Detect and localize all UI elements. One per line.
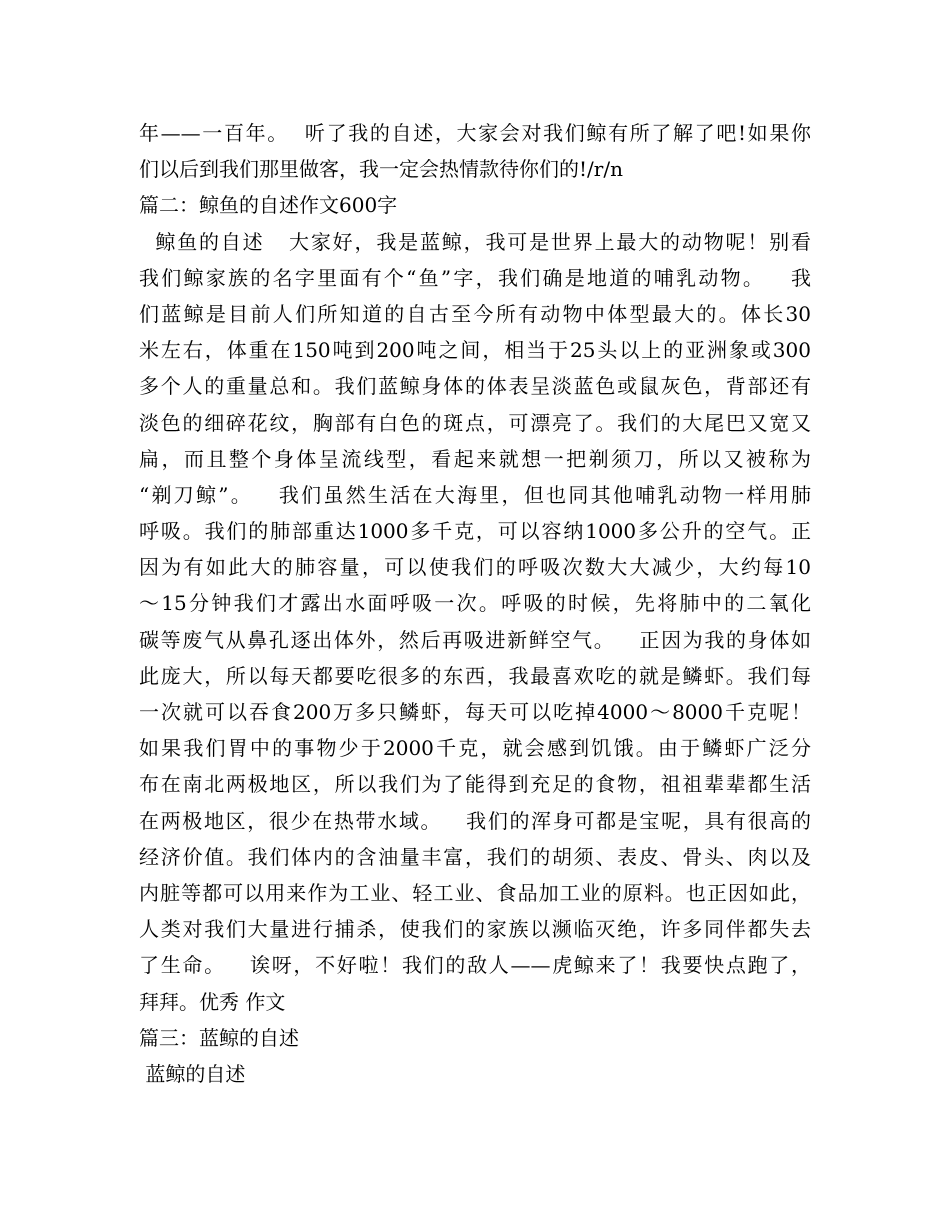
text-line: ～15分钟我们才露出水面呼吸一次。呼吸的时候，先将肺中的二氧化 [139,591,811,616]
text-line: 我们鲸家族的名字里面有个“鱼”字，我们确是地道的哺乳动物。 我 [139,265,811,290]
text-line: 此庞大，所以每天都要吃很多的东西，我最喜欢吃的就是鳞虾。我们每 [139,663,811,688]
text-line: 在两极地区，很少在热带水域。 我们的浑身可都是宝呢，具有很高的 [139,808,811,833]
text-line: 们蓝鲸是目前人们所知道的自古至今所有动物中体型最大的。体长30 [139,301,811,326]
text-line: “剃刀鲸”。 我们虽然生活在大海里，但也同其他哺乳动物一样用肺 [139,482,811,507]
text-line: 蓝鲸的自述 [139,1061,246,1086]
text-line: 内脏等都可以用来作为工业、轻工业、食品加工业的原料。也正因如此， [139,880,811,905]
text-line: 年——一百年。 听了我的自述，大家会对我们鲸有所了解了吧!如果你 [139,121,811,145]
text-line: 呼吸。我们的肺部重达1000多千克，可以容纳1000多公升的空气。正 [139,519,811,544]
text-line: 米左右，体重在150吨到200吨之间，相当于25头以上的亚洲象或300 [139,338,811,363]
text-line: 扁，而且整个身体呈流线型，看起来就想一把剃须刀，所以又被称为 [139,446,811,471]
text-line: 拜拜。优秀 作文 [139,989,286,1014]
text-line: 布在南北两极地区，所以我们为了能得到充足的食物，祖祖辈辈都生活 [139,772,811,797]
text-line: 鲸鱼的自述 大家好，我是蓝鲸，我可是世界上最大的动物呢！别看 [139,229,811,254]
article-body [139,115,811,1092]
text-line: 因为有如此大的肺容量，可以使我们的呼吸次数大大减少，大约每10 [139,555,811,580]
text-line: 人类对我们大量进行捕杀，使我们的家族以濒临灭绝，许多同伴都失去 [139,917,811,942]
text-line: 经济价值。我们体内的含油量丰富，我们的胡须、表皮、骨头、肉以及 [139,844,811,869]
text-line: 一次就可以吞食200万多只鳞虾，每天可以吃掉4000～8000千克呢！ [139,700,811,724]
text-line: 碳等废气从鼻孔逐出体外，然后再吸进新鲜空气。 正因为我的身体如 [139,627,811,652]
text-line: 多个人的重量总和。我们蓝鲸身体的体表呈淡蓝色或鼠灰色，背部还有 [139,374,811,399]
text-line: 篇二：鲸鱼的自述作文600字 [139,193,398,218]
text-line: 篇三：蓝鲸的自述 [139,1025,299,1050]
text-line: 们以后到我们那里做客，我一定会热情款待你们的!/r/n [139,157,623,182]
text-line: 如果我们胃中的事物少于2000千克，就会感到饥饿。由于鳞虾广泛分 [139,736,811,761]
text-line: 淡色的细碎花纹，胸部有白色的斑点，可漂亮了。我们的大尾巴又宽又 [139,410,811,435]
text-line: 了生命。 诶呀，不好啦！我们的敌人——虎鲸来了！我要快点跑了， [139,953,811,978]
